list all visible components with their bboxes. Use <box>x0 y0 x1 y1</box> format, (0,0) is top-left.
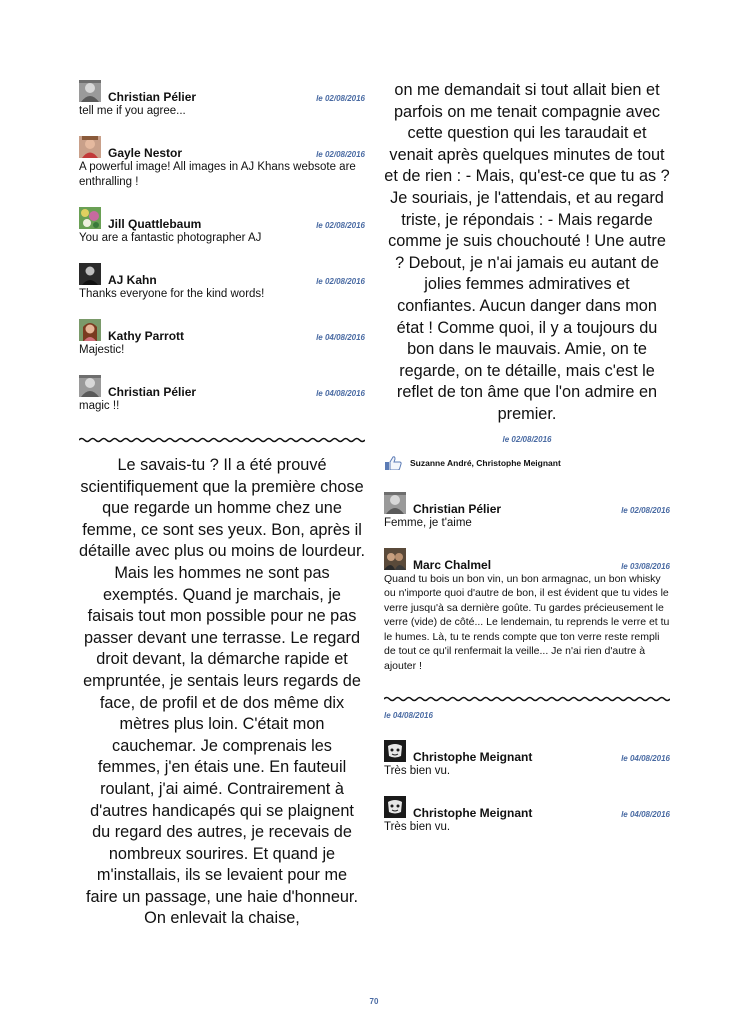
comment-text: Très bien vu. <box>384 821 451 833</box>
comment-date: le 04/08/2016 <box>316 333 365 342</box>
wavy-divider <box>79 436 365 444</box>
comment-text: tell me if you agree... <box>79 105 186 117</box>
avatar[interactable] <box>79 80 101 102</box>
comment-date: le 02/08/2016 <box>316 221 365 230</box>
page-number: 70 <box>369 997 379 1006</box>
comment-text: Quand tu bois un bon vin, un bon armagnac, un bon whisky ou n'importe quoi d'autre de bon, il est évident que tu vides le verre jusqu'à sa dernière goûte. Tu gardes précieusement le verre (vide) de côté... Le lendemain, tu reprends le verre et tu le humes. Là, tu te rends compte que ton verre reste rempli de tout ce qu'il renfermait la veille... Je n'ai rien d'autre à ajouter ! <box>384 572 670 672</box>
comment-author[interactable]: Gayle Nestor <box>108 146 183 160</box>
comment <box>79 80 365 119</box>
comment-date: le 02/08/2016 <box>316 94 365 103</box>
comment-date: le 03/08/2016 <box>621 561 670 571</box>
story-text-part2: on me demandait si tout allait bien et parfois on me tenait compagnie avec cette question qui les taraudait et venait après quelques minutes de tout et de rien : - Mais, qu'est-ce que tu as ? Je souriais, je l'attendais, et au regard triste, je répondais : - Mais regarde comme je suis chouchouté ! Une autre ? Debout, je n'ai jamais eu autant de jolies femmes admiratives et confiantes. Aucun danger dans mon état ! Comme quoi, il y a toujours du bon dans le mauvais. Amie, on te regarde, on te détaille, mais c'est le reflet de ton âme que l'on admire en premier. <box>384 81 670 423</box>
comment-author[interactable]: Christian Pélier <box>413 501 502 516</box>
comment <box>79 263 365 302</box>
avatar[interactable] <box>79 263 101 285</box>
comment-author[interactable]: Kathy Parrott <box>108 329 185 343</box>
comment-text: Femme, je t'aime <box>384 516 472 529</box>
comment-date: le 04/08/2016 <box>621 810 670 819</box>
comment-author[interactable]: Jill Quattlebaum <box>108 217 202 231</box>
comment-text: Très bien vu. <box>384 765 451 777</box>
comment-author[interactable]: Christophe Meignant <box>413 806 533 820</box>
avatar[interactable] <box>79 375 101 397</box>
post-date: le 02/08/2016 <box>502 434 552 444</box>
avatar[interactable] <box>79 207 101 229</box>
comment <box>79 207 365 246</box>
left-column <box>79 80 365 930</box>
right-column <box>384 80 670 852</box>
comment-date: le 02/08/2016 <box>316 277 365 286</box>
story-text-part1: Le savais-tu ? Il a été prouvé scientifiquement que la première chose que regarde un homme chez une femme, ce sont ses yeux. Bon, après il détaille avec plus ou moins de lourdeur. Mais les hommes ne sont pas exemptés. Quand je marchais, je faisais tout mon possible pour ne pas passer devant une terrasse. Le regard droit devant, la démarche rapide et empruntée, je sentais leurs regards de face, de profil et de dos même dix mètres plus loin. C'était mon cauchemar. Je comprenais les femmes, j'en étais une. En fauteuil roulant, j'ai aimé. Contrairement à d'autres handicapés qui se plaignent du regard des autres, je recevais de nombreux sourires. Et quand je m'installais, ils se levaient pour me faire un passage, une haie d'honneur. On enlevait la chaise, <box>79 456 366 928</box>
comment-date: le 02/08/2016 <box>316 150 365 159</box>
comment-date: le 04/08/2016 <box>316 389 365 398</box>
comment-text: magic !! <box>79 400 120 412</box>
comment-text: You are a fantastic photographer AJ <box>79 232 262 244</box>
comment <box>384 796 670 835</box>
comment <box>79 319 365 358</box>
comment-author[interactable]: Christian Pélier <box>108 385 197 399</box>
comment <box>384 740 670 779</box>
comment-author[interactable]: Christian Pélier <box>108 90 197 104</box>
comment <box>384 492 670 531</box>
avatar[interactable] <box>79 136 101 158</box>
comment-text: A powerful image! All images in AJ Khans websote are enthralling ! <box>79 161 356 188</box>
post-date: le 04/08/2016 <box>384 711 433 720</box>
comment <box>79 375 365 414</box>
avatar[interactable] <box>384 740 406 762</box>
comment-author[interactable]: Christophe Meignant <box>413 750 533 764</box>
avatar[interactable] <box>384 492 406 514</box>
comment-author[interactable]: Marc Chalmel <box>413 557 492 572</box>
comment-author[interactable]: AJ Kahn <box>108 273 157 287</box>
avatar[interactable] <box>79 319 101 341</box>
comment <box>79 136 365 190</box>
comment <box>384 548 670 674</box>
comment-text: Majestic! <box>79 344 125 356</box>
comment-text: Thanks everyone for the kind words! <box>79 288 265 300</box>
wavy-divider <box>384 695 670 703</box>
comment-date: le 02/08/2016 <box>621 505 670 515</box>
likes-row[interactable] <box>384 456 670 472</box>
avatar[interactable] <box>384 548 406 570</box>
avatar[interactable] <box>384 796 406 818</box>
thumbs-up-icon[interactable] <box>384 456 402 470</box>
likes-names[interactable]: Suzanne André, Christophe Meignant <box>410 457 561 468</box>
comment-date: le 04/08/2016 <box>621 754 670 763</box>
